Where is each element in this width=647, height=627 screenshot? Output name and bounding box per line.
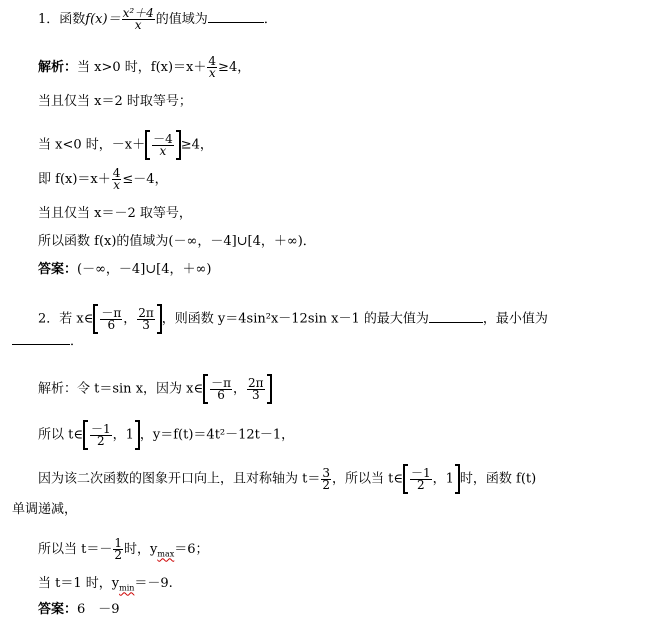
fraction: $\frac{4}{x}$ bbox=[112, 166, 121, 192]
answer-label: 答案： bbox=[38, 602, 78, 617]
p1-line-3: 当 x<0 时，－x＋ $\frac{-4}{x}$ ≥4， bbox=[38, 130, 213, 160]
q1-fx: f(x)＝ bbox=[85, 12, 121, 27]
q1-fraction: $\frac{\text{x²＋4}}{x}$ bbox=[122, 6, 154, 32]
left-bracket bbox=[93, 304, 98, 334]
left-bracket bbox=[145, 130, 150, 160]
p2-line-3: 因为该二次函数的图象开口向上，且对称轴为 t＝ $\frac{3}{2}$ ，所以当 t∈ $\frac{-1}{2}$ ，1 时，函数 f(t) bbox=[38, 464, 536, 494]
left-bracket bbox=[203, 374, 208, 404]
problem-2-question-cont: ． bbox=[12, 332, 83, 350]
problem-2-question: 2．若 x∈ $\frac{-\pi}{6}$ ， $\frac{2\pi}{3}$ ，则函数 y＝4sin²x－12sin x－1 的最大值为 ，最小值为 bbox=[38, 304, 548, 334]
p2-line-5: 所以当 t＝－ $\frac{1}{2}$ 时，$y_{max}=6$； bbox=[38, 536, 209, 562]
p1-line-5: 当且仅当 x＝－2 取等号， bbox=[38, 206, 192, 221]
right-bracket bbox=[267, 374, 272, 404]
fraction: $\frac{4}{x}$ bbox=[208, 54, 217, 80]
p1-line-4: 即 f(x)＝x＋ $\frac{4}{x}$ ≤－4， bbox=[38, 166, 168, 192]
q1-prefix: 1．函数 bbox=[38, 12, 86, 27]
p2-line-6: 当 t＝1 时，$y_{min}=-9$. bbox=[38, 576, 173, 593]
answer-blank bbox=[429, 310, 483, 323]
fraction: $\frac{-4}{x}$ bbox=[153, 131, 173, 158]
jiexi-label: 解析： bbox=[38, 60, 78, 75]
answer-blank bbox=[12, 332, 70, 345]
p2-answer: 答案：6 －9 bbox=[38, 602, 120, 617]
p1-line-2: 当且仅当 x＝2 时取等号； bbox=[38, 94, 192, 109]
p1-answer: 答案：(－∞，－4]∪[4，＋∞) bbox=[38, 262, 212, 277]
p1-line-6: 所以函数 f(x)的值域为(－∞，－4]∪[4，＋∞)． bbox=[38, 234, 316, 249]
answer-label: 答案： bbox=[38, 262, 78, 277]
p2-line-2: 所以 t∈ $\frac{-1}{2}$ ，1 ，y＝f(t)＝4t²－12t－1， bbox=[38, 420, 294, 450]
left-bracket bbox=[403, 464, 408, 494]
p2-line-4: 单调递减， bbox=[12, 502, 78, 517]
p2-line-1: 解析：令 t＝sin x，因为 x∈ $\frac{-\pi}{6}$ ， $\frac{2\pi}{3}$ bbox=[38, 374, 272, 404]
problem-1-question: 1．函数f(x)＝ $\frac{\text{x²＋4}}{x}$ 的值域为 ． bbox=[38, 6, 277, 32]
left-bracket bbox=[83, 420, 88, 450]
q1-suffix: 的值域为 bbox=[155, 12, 208, 27]
answer-blank bbox=[208, 10, 264, 23]
p1-line-1: 解析：当 x>0 时，f(x)＝x＋ $\frac{4}{x}$ ≥4， bbox=[38, 54, 251, 80]
